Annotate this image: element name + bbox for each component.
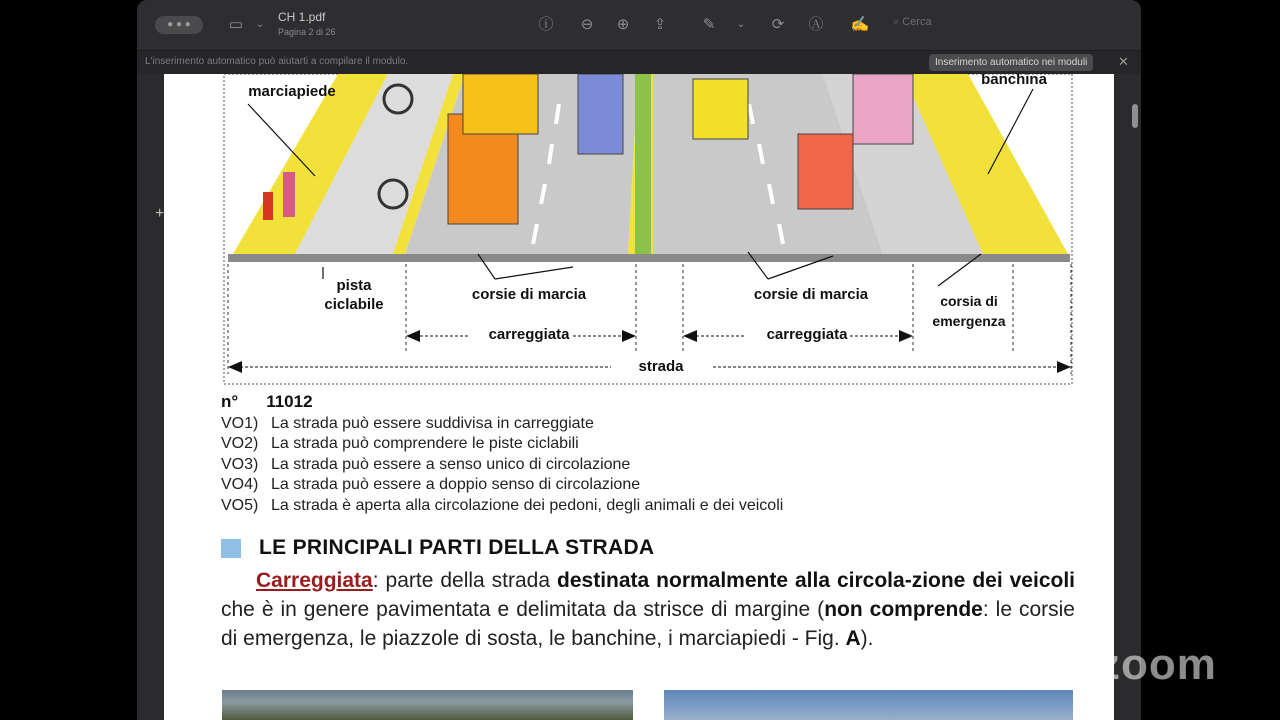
paragraph-bold: destinata normalmente alla circola-zione dei veicoli	[557, 569, 1075, 592]
zoom-in-icon[interactable]: ⊕	[616, 16, 630, 33]
zoom-out-icon[interactable]: ⊖	[580, 16, 594, 33]
label-strada: strada	[611, 357, 711, 376]
rotate-icon[interactable]: ⟳	[771, 16, 785, 33]
quiz-prefix: n°	[221, 392, 239, 411]
quiz-text: La strada può essere suddivisa in carreggiate	[271, 415, 594, 432]
label-pista: pista	[336, 277, 372, 294]
share-icon[interactable]: ⇪	[653, 16, 667, 33]
quiz-code: VO3)	[221, 456, 259, 473]
label-marciapiede: marciapiede	[248, 83, 336, 100]
document-title: CH 1.pdf	[278, 10, 326, 24]
label-banchina: banchina	[981, 74, 1047, 88]
quiz-item	[221, 456, 630, 474]
pdf-page	[164, 74, 1114, 720]
sidebar-icon[interactable]: ▭	[228, 16, 244, 33]
paragraph-text: che è in genere pavimentata e delimitata da strisce di margine (	[221, 598, 825, 621]
road-illustration	[223, 74, 1075, 386]
search-placeholder: Cerca	[902, 16, 932, 28]
search-field[interactable]	[893, 16, 932, 29]
zoom-watermark: zoom	[1098, 640, 1217, 689]
quiz-code: VO5)	[221, 497, 259, 514]
info-icon[interactable]: ⓘ	[538, 16, 554, 33]
heading-bullet	[221, 539, 241, 558]
paragraph-text: ).	[860, 627, 874, 650]
paragraph-bold: non comprende	[824, 598, 983, 621]
quiz-text: La strada può essere a senso unico di circolazione	[271, 456, 631, 473]
label-carreggiata-right: carreggiata	[766, 326, 848, 343]
quiz-text: La strada può comprendere le piste ciclabili	[271, 435, 579, 452]
quiz-id: 11012	[266, 392, 313, 411]
form-fill-icon[interactable]: ✍	[850, 16, 870, 33]
label-emergenza: emergenza	[932, 313, 1006, 329]
chevron-down-icon[interactable]: ⌄	[255, 19, 265, 30]
quiz-text: La strada può essere a doppio senso di circolazione	[271, 476, 641, 493]
quiz-code: VO4)	[221, 476, 259, 493]
paragraph-text: : le corsie di emergenza, le piazzole di sosta, le banchine, i marciapiedi - Fig.	[221, 598, 1075, 650]
label-corsie-right: corsie di marcia	[753, 286, 869, 303]
preview-window	[137, 0, 1141, 720]
autofill-button[interactable]: Inserimento automatico nei moduli	[929, 54, 1093, 71]
close-icon[interactable]: ✕	[1118, 54, 1129, 69]
toolbar	[137, 0, 1141, 50]
quiz-number	[221, 392, 313, 412]
quiz-item	[221, 435, 579, 453]
scrollbar-thumb[interactable]	[1132, 104, 1138, 128]
label-corsia-di: corsia di	[940, 293, 998, 309]
search-icon: ⌕	[893, 16, 903, 28]
page-indicator: Pagina 2 di 26	[278, 27, 336, 37]
heading-text: LE PRINCIPALI PARTI DELLA STRADA	[259, 536, 655, 559]
term-carreggiata: Carreggiata	[256, 569, 373, 592]
label-carreggiata-left: carreggiata	[488, 326, 570, 343]
photo-road-1	[222, 690, 633, 720]
definition-paragraph	[221, 566, 1075, 653]
quiz-item	[221, 476, 640, 494]
quiz-item	[221, 497, 783, 515]
markup-pen-icon[interactable]: ✎	[702, 16, 716, 33]
chevron-down-icon[interactable]: ⌄	[736, 19, 746, 30]
window-controls[interactable]: ● ● ●	[155, 16, 203, 34]
quiz-item	[221, 415, 594, 433]
label-ciclabile: ciclabile	[324, 296, 384, 313]
photo-road-2	[664, 690, 1073, 720]
paragraph-text: : parte della strada	[372, 569, 558, 592]
quiz-text: La strada è aperta alla circolazione dei pedoni, degli animali e dei veicoli	[271, 497, 784, 514]
cursor-icon: +	[155, 205, 165, 222]
quiz-code: VO2)	[221, 435, 259, 452]
autofill-infobar	[137, 50, 1141, 74]
document-viewport[interactable]	[137, 74, 1141, 720]
quiz-code: VO1)	[221, 415, 259, 432]
autofill-message: L'inserimento automatico può aiutarti a compilare il modulo.	[145, 56, 409, 67]
label-corsie-left: corsie di marcia	[471, 286, 587, 303]
paragraph-bold: A	[845, 627, 861, 650]
annotate-icon[interactable]: Ⓐ	[808, 16, 824, 33]
